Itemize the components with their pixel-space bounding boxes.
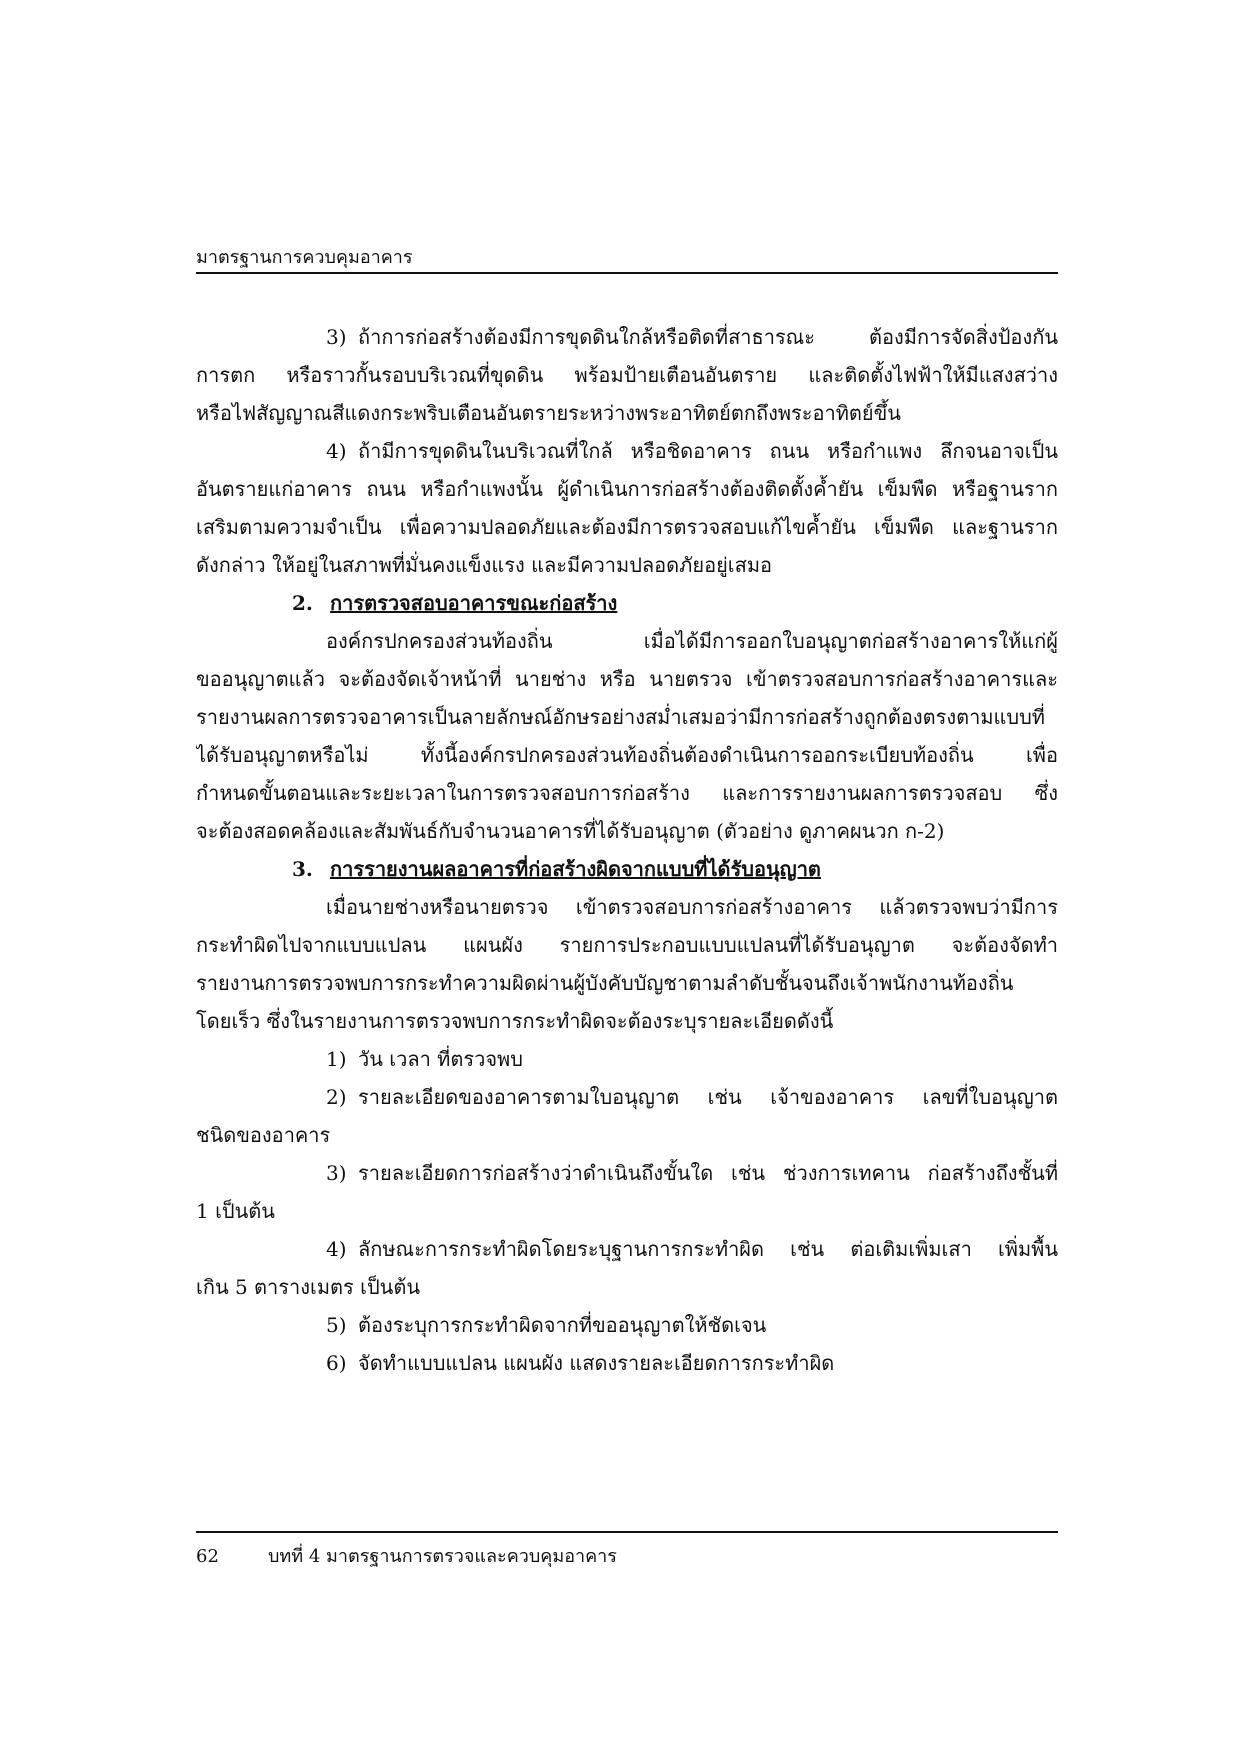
header-divider bbox=[196, 272, 1058, 274]
section-3-heading bbox=[196, 850, 1058, 888]
item-number: 1) bbox=[326, 1047, 347, 1071]
running-footer bbox=[196, 1545, 1058, 1569]
section-2-heading bbox=[196, 584, 1058, 622]
section-3-line-2: กระทำผิดไปจากแบบแปลน แผนผัง รายการประกอบแบบแปลนที่ได้รับอนุญาต จะต้องจัดทำ bbox=[196, 933, 1058, 957]
list-item-text: วัน เวลา ที่ตรวจพบ bbox=[358, 1047, 523, 1071]
list-item-5 bbox=[196, 1306, 1058, 1344]
paragraph-item-4-line-3: เสริมตามความจำเป็น เพื่อความปลอดภัยและต้องมีการตรวจสอบแก้ไขค้ำยัน เข็มพืด และฐานราก bbox=[196, 515, 1058, 539]
list-item-text: รายละเอียดการก่อสร้างว่าดำเนินถึงขั้นใด เช่น ช่วงการเทคาน ก่อสร้างถึงชั้นที่ bbox=[358, 1161, 1058, 1185]
item-number: 2) bbox=[326, 1085, 347, 1109]
list-item-6 bbox=[196, 1344, 1058, 1382]
item-number: 4) bbox=[326, 1237, 347, 1261]
page-body bbox=[196, 318, 1058, 1382]
paragraph-text: ถ้าการก่อสร้างต้องมีการขุดดินใกล้หรือติดที่สาธารณะ ต้องมีการจัดสิ่งป้องกัน bbox=[358, 325, 1058, 349]
chapter-title: บทที่ 4 มาตรฐานการตรวจและควบคุมอาคาร bbox=[268, 1546, 617, 1567]
section-title: การรายงานผลอาคารที่ก่อสร้างผิดจากแบบที่ได้รับอนุญาต bbox=[330, 857, 821, 881]
item-number: 5) bbox=[326, 1313, 347, 1337]
list-item-3-line-2: 1 เป็นต้น bbox=[196, 1199, 275, 1223]
section-2-line-2: ขออนุญาตแล้ว จะต้องจัดเจ้าหน้าที่ นายช่าง หรือ นายตรวจ เข้าตรวจสอบการก่อสร้างอาคารและ bbox=[196, 667, 1058, 691]
list-item-3-line-1 bbox=[196, 1154, 1058, 1192]
paragraph-item-4-line-1 bbox=[196, 432, 1058, 470]
section-2-line-1: องค์กรปกครองส่วนท้องถิ่น เมื่อได้มีการออกใบอนุญาตก่อสร้างอาคารให้แก่ผู้ bbox=[326, 629, 1058, 653]
section-number: 2. bbox=[292, 591, 313, 615]
paragraph-item-3-line-3: หรือไฟสัญญาณสีแดงกระพริบเตือนอันตรายระหว่างพระอาทิตย์ตกถึงพระอาทิตย์ขึ้น bbox=[196, 401, 901, 425]
section-2-line-4: ได้รับอนุญาตหรือไม่ ทั้งนี้องค์กรปกครองส่วนท้องถิ่นต้องดำเนินการออกระเบียบท้องถิ่น เพื่อ bbox=[196, 743, 1058, 767]
list-item-text: ต้องระบุการกระทำผิดจากที่ขออนุญาตให้ชัดเจน bbox=[358, 1313, 767, 1337]
list-item-2-line-1 bbox=[196, 1078, 1058, 1116]
section-2-line-5: กำหนดขั้นตอนและระยะเวลาในการตรวจสอบการก่อสร้าง และการรายงานผลการตรวจสอบ ซึ่ง bbox=[196, 781, 1058, 805]
section-2-line-6: จะต้องสอดคล้องและสัมพันธ์กับจำนวนอาคารที่ได้รับอนุญาต (ตัวอย่าง ดูภาคผนวก ก-2) bbox=[196, 819, 945, 843]
paragraph-item-3-line-1 bbox=[196, 318, 1058, 356]
paragraph-item-3-line-2: การตก หรือราวกั้นรอบบริเวณที่ขุดดิน พร้อมป้ายเตือนอันตราย และติดตั้งไฟฟ้าให้มีแสงสว่าง bbox=[196, 363, 1058, 387]
section-title: การตรวจสอบอาคารขณะก่อสร้าง bbox=[330, 591, 618, 615]
list-item-4-line-1 bbox=[196, 1230, 1058, 1268]
section-3-line-3: รายงานการตรวจพบการกระทำความผิดผ่านผู้บังคับบัญชาตามลำดับชั้นจนถึงเจ้าพนักงานท้องถิ่น bbox=[196, 971, 1014, 995]
section-number: 3. bbox=[292, 857, 313, 881]
list-item-text: ลักษณะการกระทำผิดโดยระบุฐานการกระทำผิด เช่น ต่อเติมเพิ่มเสา เพิ่มพื้น bbox=[358, 1237, 1058, 1261]
list-item-2-line-2: ชนิดของอาคาร bbox=[196, 1123, 331, 1147]
list-item-4-line-2: เกิน 5 ตารางเมตร เป็นต้น bbox=[196, 1275, 420, 1299]
item-number: 6) bbox=[326, 1351, 347, 1375]
list-item-text: รายละเอียดของอาคารตามใบอนุญาต เช่น เจ้าของอาคาร เลขที่ใบอนุญาต bbox=[358, 1085, 1058, 1109]
item-number: 4) bbox=[326, 439, 347, 463]
paragraph-text: ถ้ามีการขุดดินในบริเวณที่ใกล้ หรือชิดอาคาร ถนน หรือกำแพง ลึกจนอาจเป็น bbox=[358, 439, 1058, 463]
section-3-line-4: โดยเร็ว ซึ่งในรายงานการตรวจพบการกระทำผิดจะต้องระบุรายละเอียดดังนี้ bbox=[196, 1009, 834, 1033]
list-item-text: จัดทำแบบแปลน แผนผัง แสดงรายละเอียดการกระทำผิด bbox=[358, 1351, 835, 1375]
section-3-line-1: เมื่อนายช่างหรือนายตรวจ เข้าตรวจสอบการก่อสร้างอาคาร แล้วตรวจพบว่ามีการ bbox=[326, 895, 1058, 919]
footer-divider bbox=[196, 1531, 1058, 1533]
section-2-line-3: รายงานผลการตรวจอาคารเป็นลายลักษณ์อักษรอย่างสม่ำเสมอว่ามีการก่อสร้างถูกต้องตรงตามแบบที่ bbox=[196, 705, 1045, 729]
page-number: 62 bbox=[196, 1546, 219, 1567]
paragraph-item-4-line-2: อันตรายแก่อาคาร ถนน หรือกำแพงนั้น ผู้ดำเนินการก่อสร้างต้องติดตั้งค้ำยัน เข็มพืด หรือฐานราก bbox=[196, 477, 1058, 501]
item-number: 3) bbox=[326, 1161, 347, 1185]
list-item-1 bbox=[196, 1040, 1058, 1078]
running-header: มาตรฐานการควบคุมอาคาร bbox=[196, 247, 413, 268]
paragraph-item-4-line-4: ดังกล่าว ให้อยู่ในสภาพที่มั่นคงแข็งแรง และมีความปลอดภัยอยู่เสมอ bbox=[196, 553, 773, 577]
item-number: 3) bbox=[326, 325, 347, 349]
